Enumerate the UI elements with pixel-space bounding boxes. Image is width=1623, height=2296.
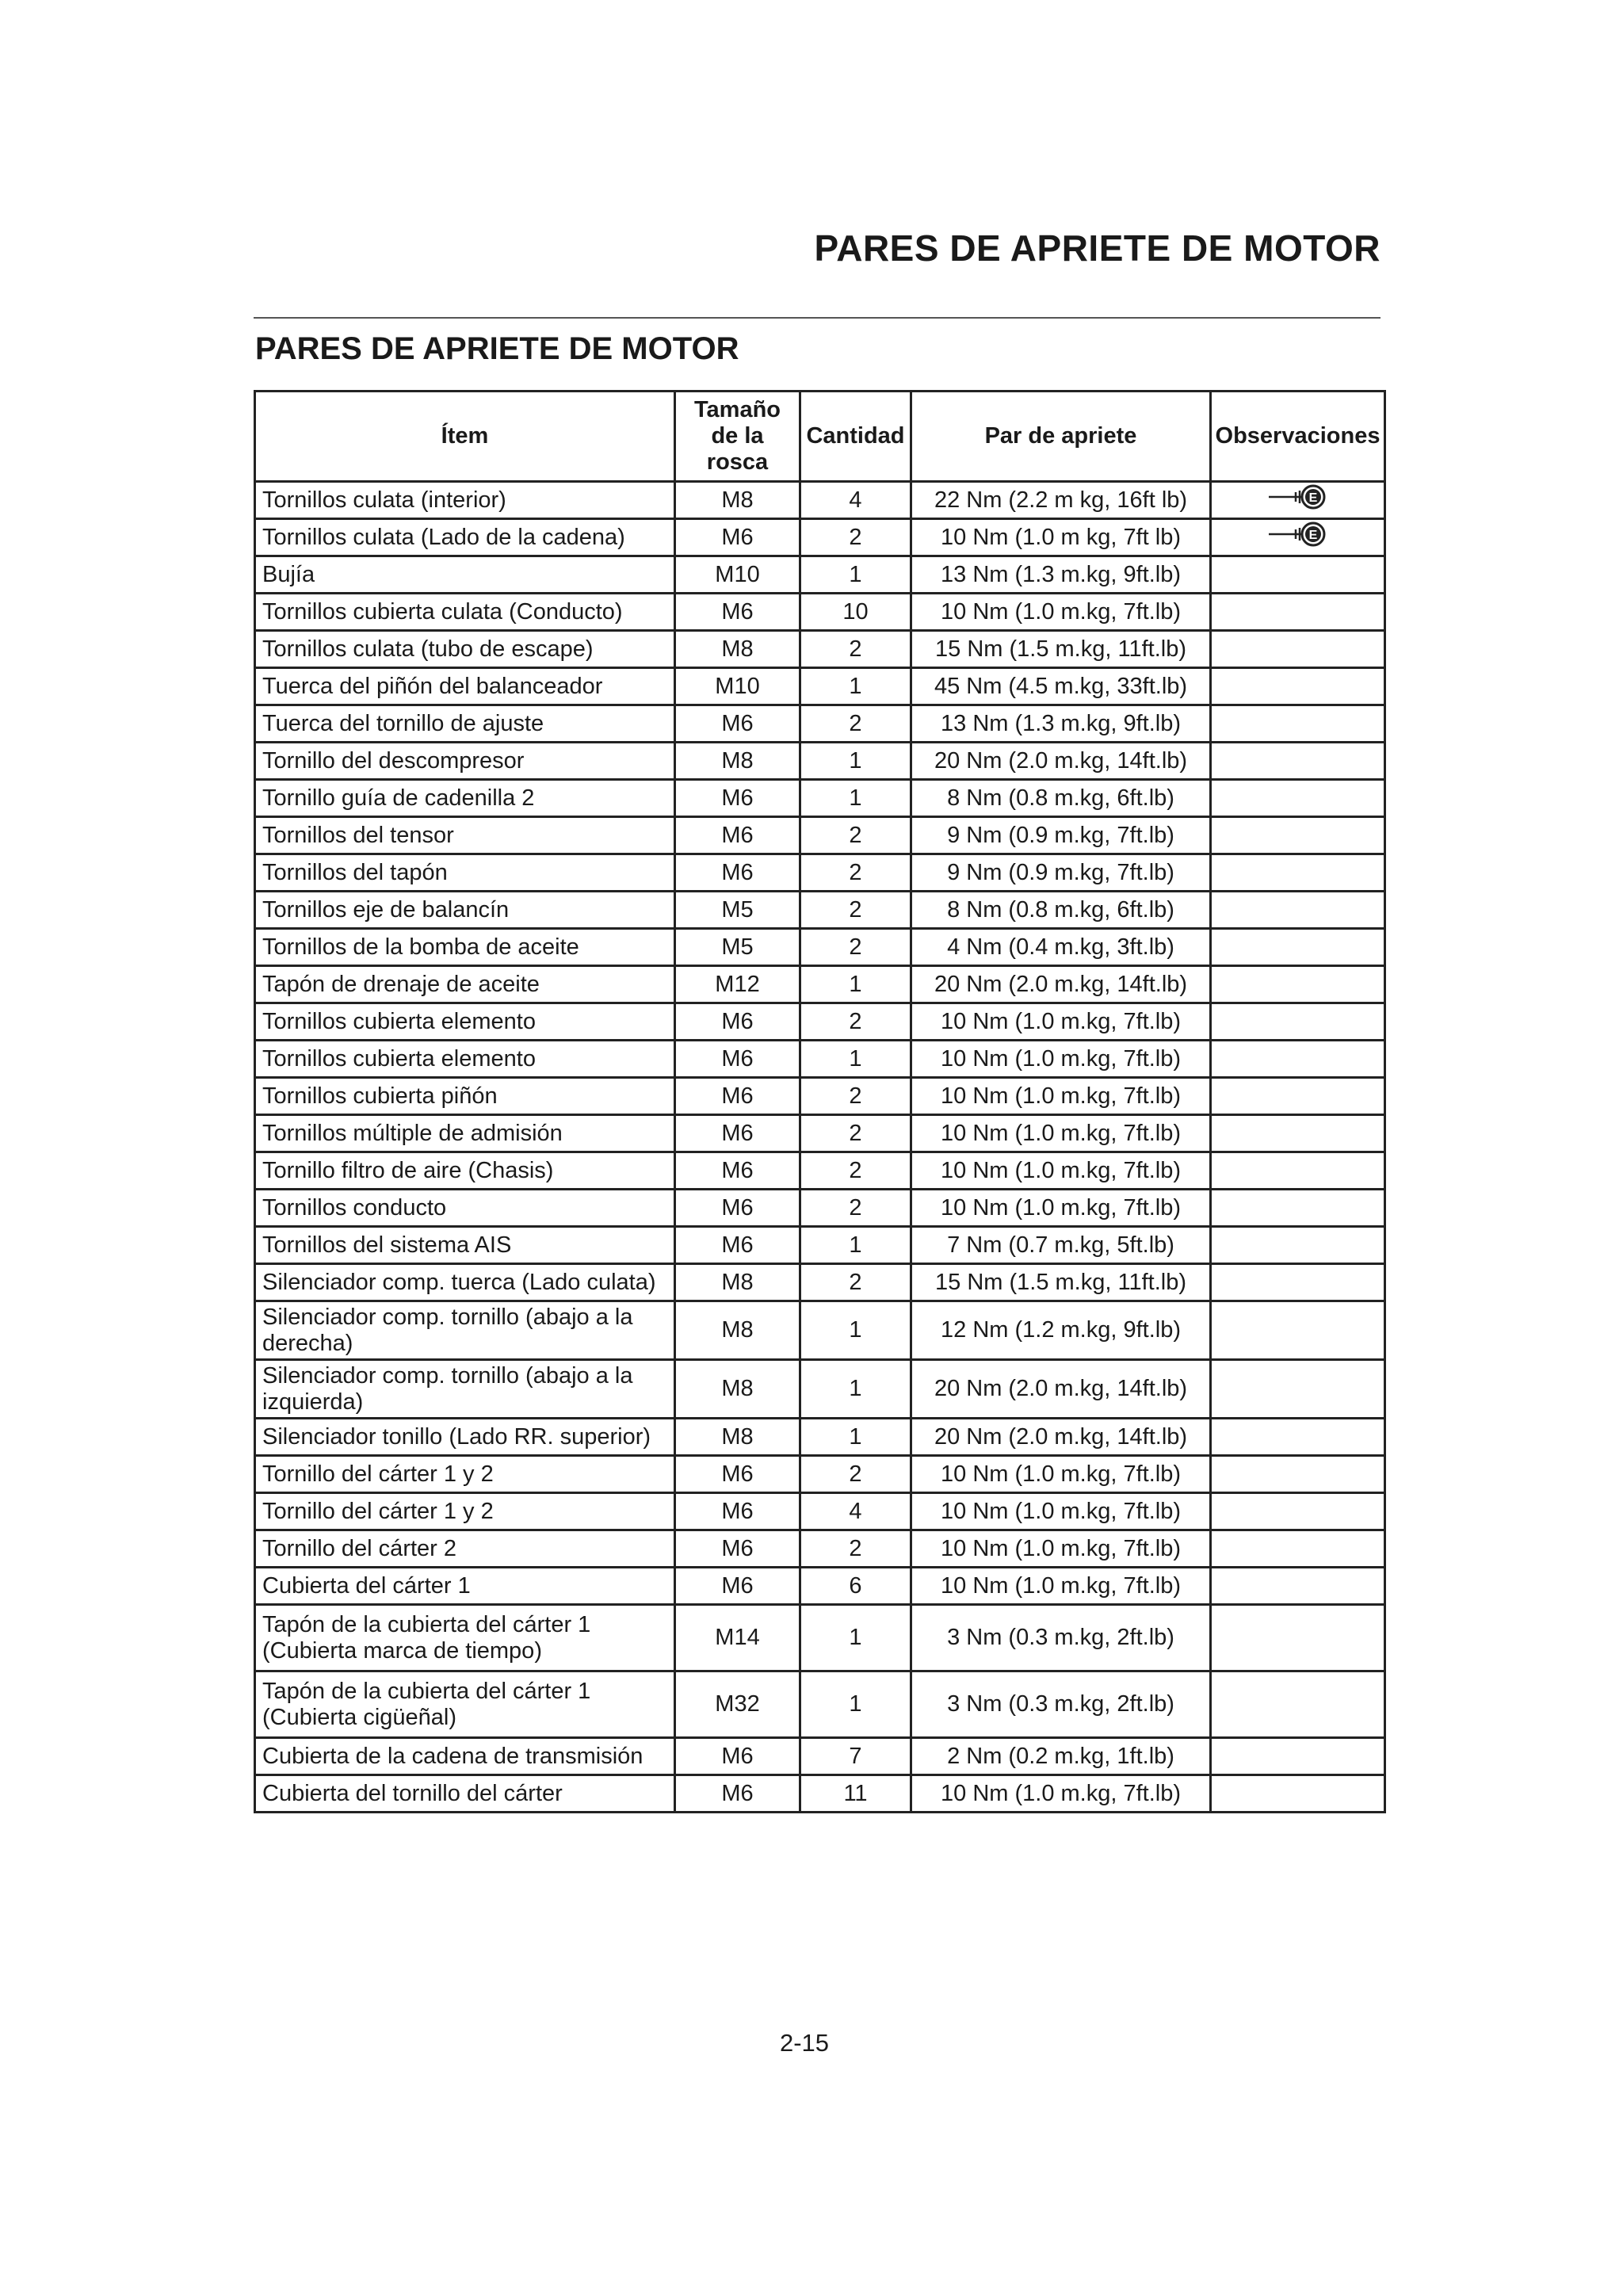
torque-table <box>254 390 1386 1813</box>
cell-quantity: 1 <box>800 1360 911 1419</box>
svg-text:E: E <box>1308 529 1317 542</box>
cell-quantity: 7 <box>800 1738 911 1775</box>
cell-notes <box>1211 1456 1385 1493</box>
table-row <box>255 1264 1385 1301</box>
cell-torque: 10 Nm (1.0 m.kg, 7ft.lb) <box>911 1190 1211 1227</box>
cell-item: Silenciador tonillo (Lado RR. superior) <box>255 1419 675 1456</box>
cell-item: Tornillo del descompresor <box>255 743 675 780</box>
cell-torque: 4 Nm (0.4 m.kg, 3ft.lb) <box>911 929 1211 966</box>
table-row <box>255 1419 1385 1456</box>
cell-thread-size: M6 <box>675 780 800 817</box>
table-row <box>255 1738 1385 1775</box>
cell-item: Tornillos culata (interior) <box>255 482 675 519</box>
cell-item: Cubierta del tornillo del cárter <box>255 1775 675 1813</box>
table-body <box>255 482 1385 1813</box>
cell-item: Silenciador comp. tornillo (abajo a la derecha) <box>255 1301 675 1360</box>
cell-torque: 3 Nm (0.3 m.kg, 2ft.lb) <box>911 1605 1211 1671</box>
cell-thread-size: M6 <box>675 1078 800 1115</box>
cell-torque: 22 Nm (2.2 m kg, 16ft lb) <box>911 482 1211 519</box>
table-row <box>255 1152 1385 1190</box>
cell-item: Tuerca del piñón del balanceador <box>255 668 675 705</box>
cell-thread-size: M14 <box>675 1605 800 1671</box>
cell-quantity: 2 <box>800 519 911 556</box>
cell-quantity: 2 <box>800 1530 911 1568</box>
cell-torque: 10 Nm (1.0 m.kg, 7ft.lb) <box>911 1115 1211 1152</box>
cell-item: Tornillos cubierta piñón <box>255 1078 675 1115</box>
cell-notes <box>1211 1605 1385 1671</box>
cell-torque: 15 Nm (1.5 m.kg, 11ft.lb) <box>911 1264 1211 1301</box>
cell-quantity: 1 <box>800 1041 911 1078</box>
cell-quantity: 2 <box>800 1078 911 1115</box>
cell-torque: 9 Nm (0.9 m.kg, 7ft.lb) <box>911 817 1211 854</box>
cell-torque: 20 Nm (2.0 m.kg, 14ft.lb) <box>911 966 1211 1003</box>
cell-thread-size: M6 <box>675 1568 800 1605</box>
cell-quantity: 1 <box>800 1227 911 1264</box>
cell-quantity: 6 <box>800 1568 911 1605</box>
cell-item: Bujía <box>255 556 675 594</box>
cell-item: Tornillos de la bomba de aceite <box>255 929 675 966</box>
cell-thread-size: M6 <box>675 1227 800 1264</box>
cell-notes <box>1211 1360 1385 1419</box>
table-row <box>255 1493 1385 1530</box>
cell-notes <box>1211 1041 1385 1078</box>
cell-notes <box>1211 1227 1385 1264</box>
cell-torque: 10 Nm (1.0 m.kg, 7ft.lb) <box>911 1152 1211 1190</box>
cell-notes <box>1211 1671 1385 1738</box>
cell-torque: 3 Nm (0.3 m.kg, 2ft.lb) <box>911 1671 1211 1738</box>
cell-notes <box>1211 1738 1385 1775</box>
cell-item: Tornillo del cárter 2 <box>255 1530 675 1568</box>
cell-torque: 8 Nm (0.8 m.kg, 6ft.lb) <box>911 780 1211 817</box>
table-header-row <box>255 392 1385 482</box>
cell-thread-size: M6 <box>675 1456 800 1493</box>
cell-thread-size: M6 <box>675 594 800 631</box>
cell-thread-size: M5 <box>675 892 800 929</box>
cell-notes <box>1211 1301 1385 1360</box>
cell-quantity: 4 <box>800 1493 911 1530</box>
cell-item: Tapón de la cubierta del cárter 1 (Cubierta cigüeñal) <box>255 1671 675 1738</box>
header-divider <box>254 317 1381 319</box>
cell-quantity: 2 <box>800 1456 911 1493</box>
cell-item: Cubierta de la cadena de transmisión <box>255 1738 675 1775</box>
cell-torque: 7 Nm (0.7 m.kg, 5ft.lb) <box>911 1227 1211 1264</box>
cell-torque: 10 Nm (1.0 m kg, 7ft lb) <box>911 519 1211 556</box>
cell-thread-size: M32 <box>675 1671 800 1738</box>
cell-thread-size: M6 <box>675 1775 800 1813</box>
table-row <box>255 556 1385 594</box>
cell-torque: 10 Nm (1.0 m.kg, 7ft.lb) <box>911 594 1211 631</box>
cell-torque: 10 Nm (1.0 m.kg, 7ft.lb) <box>911 1456 1211 1493</box>
cell-notes <box>1211 780 1385 817</box>
cell-quantity: 2 <box>800 631 911 668</box>
cell-torque: 10 Nm (1.0 m.kg, 7ft.lb) <box>911 1775 1211 1813</box>
cell-item: Tornillo del cárter 1 y 2 <box>255 1456 675 1493</box>
table-row <box>255 1078 1385 1115</box>
svg-text:E: E <box>1308 491 1317 505</box>
cell-torque: 20 Nm (2.0 m.kg, 14ft.lb) <box>911 1419 1211 1456</box>
cell-quantity: 4 <box>800 482 911 519</box>
cell-torque: 10 Nm (1.0 m.kg, 7ft.lb) <box>911 1493 1211 1530</box>
table-row <box>255 1775 1385 1813</box>
cell-torque: 20 Nm (2.0 m.kg, 14ft.lb) <box>911 1360 1211 1419</box>
cell-torque: 20 Nm (2.0 m.kg, 14ft.lb) <box>911 743 1211 780</box>
cell-notes <box>1211 1264 1385 1301</box>
table-row <box>255 1456 1385 1493</box>
cell-notes <box>1211 966 1385 1003</box>
cell-quantity: 10 <box>800 594 911 631</box>
cell-thread-size: M6 <box>675 1003 800 1041</box>
table-row <box>255 743 1385 780</box>
cell-item: Tornillo guía de cadenilla 2 <box>255 780 675 817</box>
table-row <box>255 892 1385 929</box>
cell-notes <box>1211 556 1385 594</box>
cell-quantity: 1 <box>800 668 911 705</box>
cell-item: Silenciador comp. tuerca (Lado culata) <box>255 1264 675 1301</box>
cell-thread-size: M6 <box>675 1738 800 1775</box>
table-row <box>255 482 1385 519</box>
cell-thread-size: M6 <box>675 1041 800 1078</box>
engine-oil-icon <box>1266 521 1330 548</box>
cell-torque: 10 Nm (1.0 m.kg, 7ft.lb) <box>911 1003 1211 1041</box>
cell-torque: 8 Nm (0.8 m.kg, 6ft.lb) <box>911 892 1211 929</box>
cell-notes <box>1211 1078 1385 1115</box>
cell-quantity: 2 <box>800 705 911 743</box>
cell-thread-size: M6 <box>675 1493 800 1530</box>
cell-item: Cubierta del cárter 1 <box>255 1568 675 1605</box>
cell-item: Tornillos conducto <box>255 1190 675 1227</box>
cell-torque: 13 Nm (1.3 m.kg, 9ft.lb) <box>911 705 1211 743</box>
cell-quantity: 2 <box>800 929 911 966</box>
cell-item: Tornillos del tensor <box>255 817 675 854</box>
table-row <box>255 1003 1385 1041</box>
cell-quantity: 2 <box>800 1003 911 1041</box>
cell-torque: 9 Nm (0.9 m.kg, 7ft.lb) <box>911 854 1211 892</box>
table-row <box>255 1568 1385 1605</box>
cell-item: Tornillos culata (tubo de escape) <box>255 631 675 668</box>
cell-notes <box>1211 1530 1385 1568</box>
cell-thread-size: M10 <box>675 668 800 705</box>
cell-quantity: 2 <box>800 1152 911 1190</box>
table-row <box>255 817 1385 854</box>
cell-torque: 10 Nm (1.0 m.kg, 7ft.lb) <box>911 1078 1211 1115</box>
cell-torque: 12 Nm (1.2 m.kg, 9ft.lb) <box>911 1301 1211 1360</box>
table-row <box>255 780 1385 817</box>
header-torque: Par de apriete <box>911 392 1211 482</box>
cell-notes <box>1211 743 1385 780</box>
table-row <box>255 1530 1385 1568</box>
cell-notes <box>1211 1493 1385 1530</box>
cell-quantity: 2 <box>800 892 911 929</box>
cell-notes <box>1211 519 1385 556</box>
cell-notes <box>1211 482 1385 519</box>
cell-torque: 13 Nm (1.3 m.kg, 9ft.lb) <box>911 556 1211 594</box>
cell-thread-size: M5 <box>675 929 800 966</box>
table-row <box>255 705 1385 743</box>
cell-item: Tornillos cubierta elemento <box>255 1003 675 1041</box>
cell-item: Tornillos eje de balancín <box>255 892 675 929</box>
cell-quantity: 1 <box>800 743 911 780</box>
cell-notes <box>1211 929 1385 966</box>
cell-item: Tornillo del cárter 1 y 2 <box>255 1493 675 1530</box>
table-row <box>255 1190 1385 1227</box>
cell-torque: 45 Nm (4.5 m.kg, 33ft.lb) <box>911 668 1211 705</box>
cell-notes <box>1211 1568 1385 1605</box>
cell-item: Tapón de la cubierta del cárter 1 (Cubierta marca de tiempo) <box>255 1605 675 1671</box>
cell-quantity: 1 <box>800 1419 911 1456</box>
table-row <box>255 1360 1385 1419</box>
table-row <box>255 1301 1385 1360</box>
table-row <box>255 1671 1385 1738</box>
table-row <box>255 854 1385 892</box>
cell-notes <box>1211 1003 1385 1041</box>
cell-item: Silenciador comp. tornillo (abajo a la izquierda) <box>255 1360 675 1419</box>
engine-oil-icon <box>1266 483 1330 510</box>
table-row <box>255 519 1385 556</box>
cell-torque: 10 Nm (1.0 m.kg, 7ft.lb) <box>911 1530 1211 1568</box>
table-row <box>255 929 1385 966</box>
table-row <box>255 966 1385 1003</box>
cell-thread-size: M8 <box>675 631 800 668</box>
header-notes: Observaciones <box>1211 392 1385 482</box>
cell-thread-size: M6 <box>675 705 800 743</box>
table-row <box>255 1227 1385 1264</box>
header-thread-size <box>675 392 800 482</box>
cell-thread-size: M8 <box>675 1301 800 1360</box>
cell-quantity: 1 <box>800 556 911 594</box>
cell-torque: 10 Nm (1.0 m.kg, 7ft.lb) <box>911 1041 1211 1078</box>
cell-quantity: 1 <box>800 966 911 1003</box>
header-item: Ítem <box>255 392 675 482</box>
cell-notes <box>1211 854 1385 892</box>
cell-quantity: 1 <box>800 1605 911 1671</box>
cell-thread-size: M8 <box>675 743 800 780</box>
cell-thread-size: M6 <box>675 1115 800 1152</box>
cell-item: Tornillos culata (Lado de la cadena) <box>255 519 675 556</box>
header-thread-size-line: de la <box>711 423 764 449</box>
page-number: 2-15 <box>779 2029 830 2057</box>
cell-thread-size: M6 <box>675 519 800 556</box>
cell-notes <box>1211 1115 1385 1152</box>
cell-quantity: 1 <box>800 1301 911 1360</box>
table-row <box>255 594 1385 631</box>
cell-thread-size: M8 <box>675 482 800 519</box>
cell-thread-size: M10 <box>675 556 800 594</box>
cell-thread-size: M8 <box>675 1264 800 1301</box>
cell-item: Tapón de drenaje de aceite <box>255 966 675 1003</box>
header-thread-size-line: rosca <box>706 449 769 475</box>
cell-quantity: 1 <box>800 1671 911 1738</box>
header-quantity: Cantidad <box>800 392 911 482</box>
cell-quantity: 1 <box>800 780 911 817</box>
cell-torque: 2 Nm (0.2 m.kg, 1ft.lb) <box>911 1738 1211 1775</box>
table-row <box>255 1115 1385 1152</box>
cell-item: Tornillos cubierta elemento <box>255 1041 675 1078</box>
cell-quantity: 2 <box>800 854 911 892</box>
cell-notes <box>1211 668 1385 705</box>
cell-thread-size: M12 <box>675 966 800 1003</box>
cell-thread-size: M6 <box>675 854 800 892</box>
table-row <box>255 1605 1385 1671</box>
header-thread-size-line: Tamaño <box>693 397 781 422</box>
table-row <box>255 668 1385 705</box>
cell-item: Tornillo filtro de aire (Chasis) <box>255 1152 675 1190</box>
cell-notes <box>1211 1190 1385 1227</box>
cell-thread-size: M8 <box>675 1360 800 1419</box>
cell-notes <box>1211 1419 1385 1456</box>
cell-quantity: 2 <box>800 817 911 854</box>
cell-item: Tuerca del tornillo de ajuste <box>255 705 675 743</box>
table-row <box>255 631 1385 668</box>
page-header: PARES DE APRIETE DE MOTOR <box>814 227 1381 269</box>
cell-thread-size: M8 <box>675 1419 800 1456</box>
cell-notes <box>1211 817 1385 854</box>
cell-torque: 10 Nm (1.0 m.kg, 7ft.lb) <box>911 1568 1211 1605</box>
cell-notes <box>1211 705 1385 743</box>
cell-notes <box>1211 594 1385 631</box>
cell-notes <box>1211 1152 1385 1190</box>
cell-notes <box>1211 1775 1385 1813</box>
cell-item: Tornillos múltiple de admisión <box>255 1115 675 1152</box>
cell-item: Tornillos cubierta culata (Conducto) <box>255 594 675 631</box>
cell-torque: 15 Nm (1.5 m.kg, 11ft.lb) <box>911 631 1211 668</box>
cell-quantity: 11 <box>800 1775 911 1813</box>
cell-notes <box>1211 892 1385 929</box>
cell-thread-size: M6 <box>675 817 800 854</box>
cell-thread-size: M6 <box>675 1152 800 1190</box>
section-title: PARES DE APRIETE DE MOTOR <box>255 331 739 366</box>
cell-quantity: 2 <box>800 1190 911 1227</box>
table-row <box>255 1041 1385 1078</box>
cell-thread-size: M6 <box>675 1190 800 1227</box>
cell-quantity: 2 <box>800 1264 911 1301</box>
cell-notes <box>1211 631 1385 668</box>
cell-item: Tornillos del tapón <box>255 854 675 892</box>
cell-quantity: 2 <box>800 1115 911 1152</box>
cell-item: Tornillos del sistema AIS <box>255 1227 675 1264</box>
cell-thread-size: M6 <box>675 1530 800 1568</box>
